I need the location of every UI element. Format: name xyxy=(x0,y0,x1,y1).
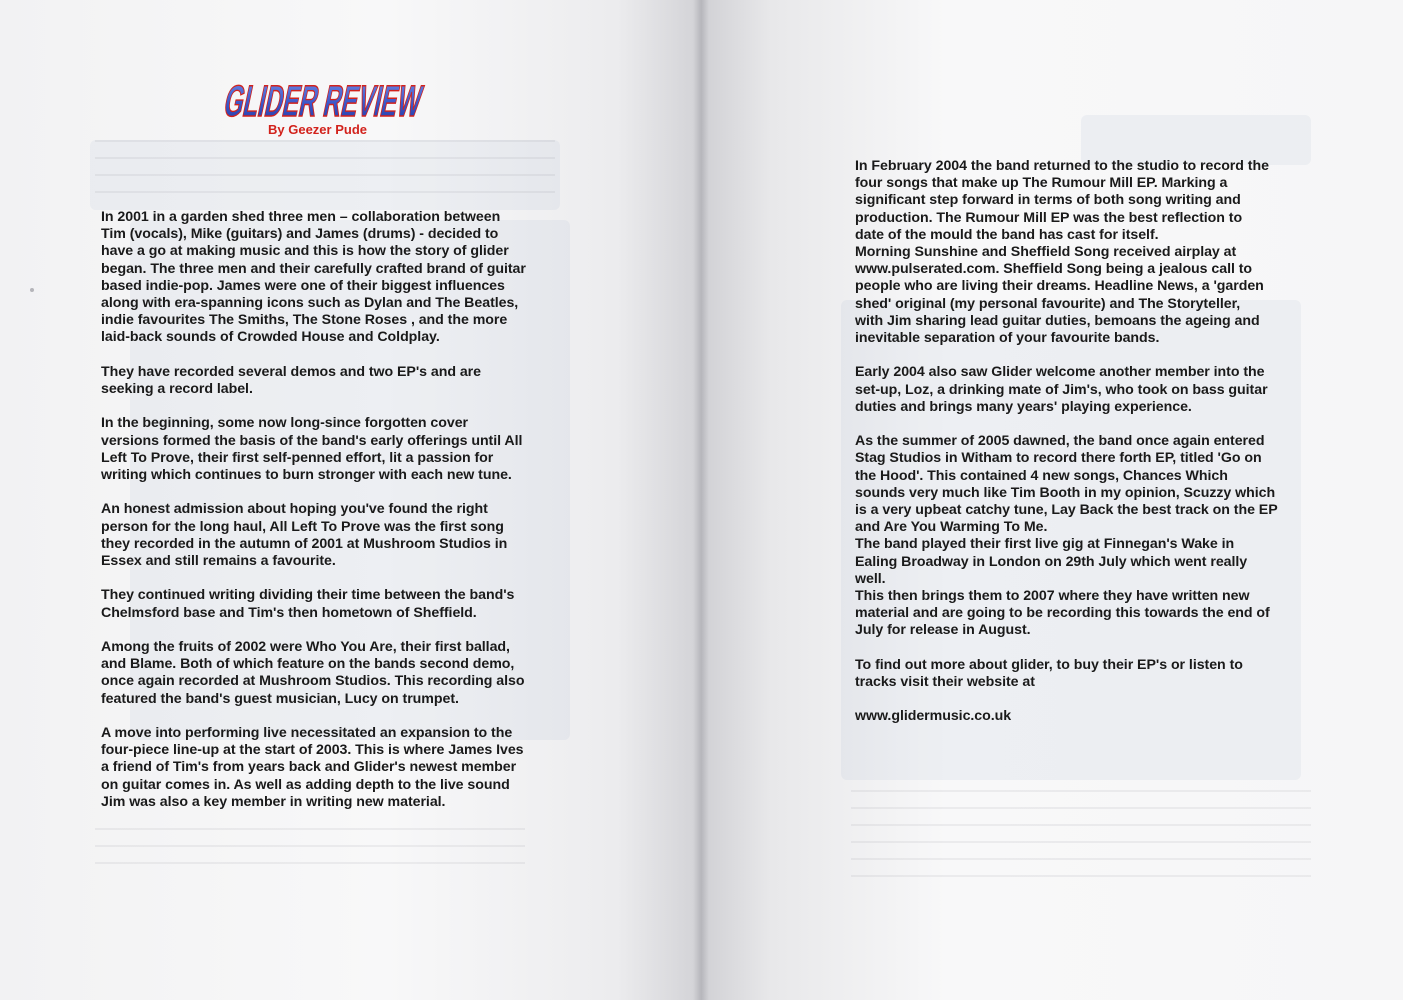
page-gutter xyxy=(693,0,709,1000)
paragraph: In 2001 in a garden shed three men – collaboration between Tim (vocals), Mike (guitars) and James (drums) - decided to have a go at making music and this is how the story of glider began. The three men and their carefully crafted brand of guitar based indie-pop. James were one of their biggest influences along with era-spanning icons such as Dylan and The Beatles, indie favourites The Smiths, The Stone Roses , and the more laid-back sounds of Crowded House and Coldplay. xyxy=(101,209,526,346)
paragraph: As the summer of 2005 dawned, the band once again entered Stag Studios in Witham to record there forth EP, titled 'Go on the Hood'. This contained 4 new songs, Chances Which sounds very much like Tim Booth in my opinion, Scuzzy which is a very upbeat catchy tune, Lay Back the best track on the EP and Are You Warming To Me. The band played their first live gig at Finnegan's Wake in Ealing Broadway in London on 29th July which went really well. This then brings them to 2007 where they have written new material and are going to be recording this towards the end of July for release in August. xyxy=(855,433,1278,639)
left-column xyxy=(101,209,571,828)
show-through-lines xyxy=(95,828,525,878)
logo-text: GLIDER REVIEW xyxy=(220,77,583,126)
paragraph: A move into performing live necessitated an expansion to the four-piece line-up at the start of 2003. This is where James Ives a friend of Tim's from years back and Glider's newest member on guitar comes in. As well as adding depth to the live sound Jim was also a key member in writing new material. xyxy=(101,725,524,810)
paragraph: Early 2004 also saw Glider welcome another member into the set-up, Loz, a drinking mate of Jim's, who took on bass guitar duties and brings many years' playing experience. xyxy=(855,364,1268,415)
dust-speck xyxy=(30,288,34,292)
paragraph: In February 2004 the band returned to the studio to record the four songs that make up The Rumour Mill EP. Marking a significant step forward in terms of both song writing and production. The Rumour Mill EP was the best reflection to date of the mould the band has cast for itself. Morning Sunshine and Sheffield Song received airplay at www.pulserated.com. Sheffield Song being a jealous call to people who are living their dreams. Headline News, a 'garden shed' original (my personal favourite) and The Storyteller, with Jim sharing lead guitar duties, bemoans the ageing and inevitable separation of your favourite bands. xyxy=(855,158,1269,347)
paragraph: An honest admission about hoping you've found the right person for the long haul, All Left To Prove was the first song they recorded in the autumn of 2001 at Mushroom Studios in Essex and still remains a favourite. xyxy=(101,501,508,570)
paragraph: To find out more about glider, to buy their EP's or listen to tracks visit their website at xyxy=(855,656,1243,691)
left-page xyxy=(0,0,701,1000)
paragraph: Among the fruits of 2002 were Who You Are, their first ballad, and Blame. Both of which feature on the bands second demo, once again recorded at Mushroom Studios. This recording also featured the band's guest musician, Lucy on trumpet. xyxy=(101,639,525,707)
paragraph: In the beginning, some now long-since forgotten cover versions formed the basis of the band's early offerings until All Left To Prove, their first self-penned effort, lit a passion for writing which continues to burn stronger with each new tune. xyxy=(101,415,523,484)
right-column xyxy=(855,158,1325,743)
paragraph: They continued writing dividing their time between the band's Chelmsford base and Tim's then hometown of Sheffield. xyxy=(101,587,515,621)
paragraph: They have recorded several demos and two EP's and are seeking a record label. xyxy=(101,363,481,398)
show-through-lines xyxy=(851,790,1311,890)
website-url: www.glidermusic.co.uk xyxy=(855,708,1012,725)
show-through-lines xyxy=(95,140,555,206)
byline: By Geezer Pude xyxy=(268,122,367,137)
